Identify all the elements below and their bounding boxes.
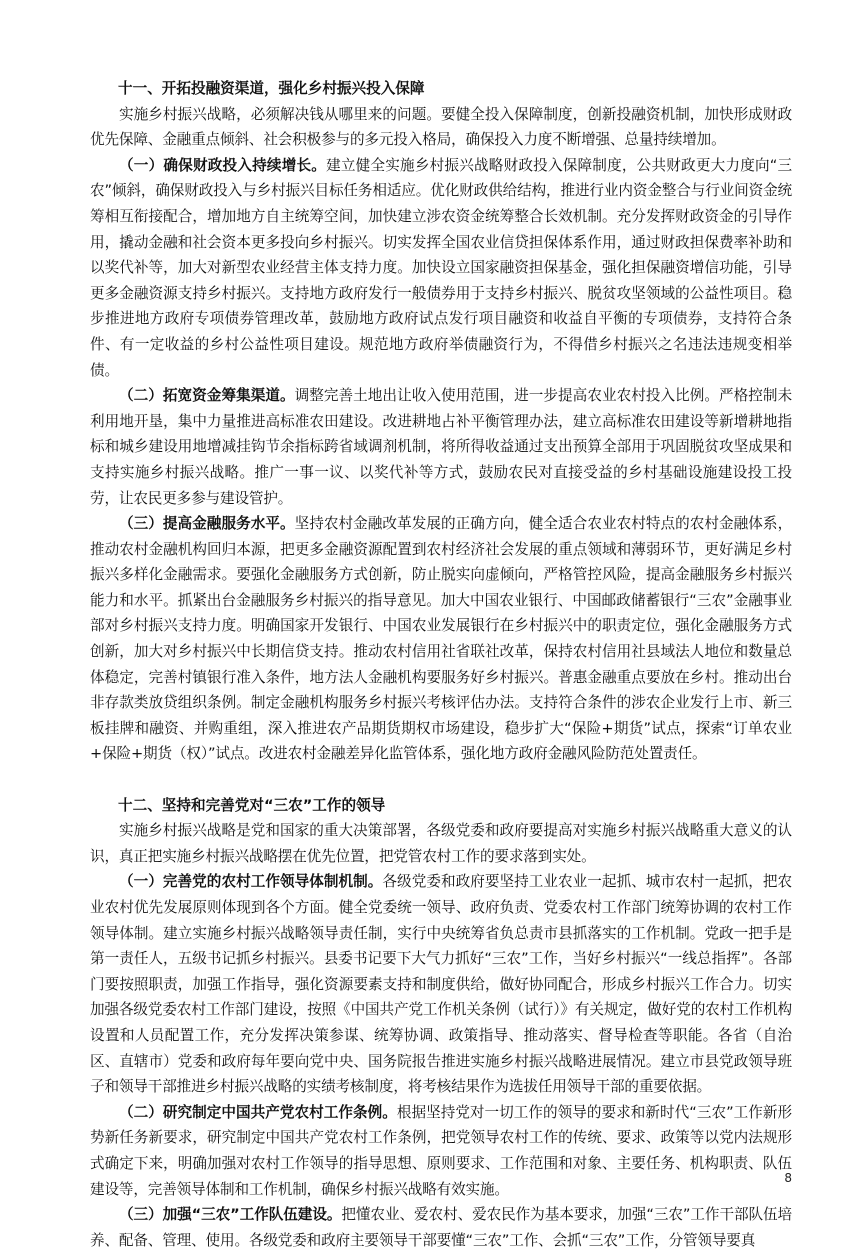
section-title: 十二、坚持和完善党对“三农”工作的领导 (118, 796, 386, 814)
section-title: 十一、开拓投融资渠道，强化乡村振兴投入保障 (118, 80, 425, 97)
paragraph (90, 153, 792, 383)
paragraph (90, 383, 792, 511)
section-intro: 实施乡村振兴战略，必须解决钱从哪里来的问题。要健全投入保障制度，创新投融资机制，加快形成财政优先保障、金融重点倾斜、社会积极参与的多元投入格局，确保投入力度不断增强、总量持续增加。 (90, 105, 792, 149)
paragraph-text: 把懂农业、爱农村、爱农民作为基本要求，加强“三农”工作干部队伍培养、配备、管理、使用。各级党委和政府主要领导干部要懂“三农”工作、会抓“三农”工作，分管领导要真 (90, 1206, 792, 1249)
paragraph-lead: （三）加强“三农”工作队伍建设。 (119, 1206, 342, 1224)
paragraph (90, 511, 792, 767)
paragraph (90, 1202, 792, 1253)
paragraph-text: 坚持农村金融改革发展的正确方向，健全适合农业农村特点的农村金融体系，推动农村金融机构回归本源，把更多金融资源配置到农村经济社会发展的重点领域和薄弱环节，更好满足乡村振兴多样化金融需求。要强化金融服务方式创新，防止脱实向虚倾向，严格管控风险，提高金融服务乡村振兴能力和水平。抓紧出台金融服务乡村振兴的指导意见。加大中国农业银行、中国邮政储蓄银行“三农”金融事业部对乡村振兴支持力度。明确国家开发银行、中国农业发展银行在乡村振兴中的职责定位，强化金融服务方式创新，加大对乡村振兴中长期信贷支持。推动农村信用社省联社改革，保持农村信用社县域法人地位和数量总体稳定，完善村镇银行准入条件，地方法人金融机构要服务好乡村振兴。普惠金融重点要放在乡村。推动出台非存款类放贷组织条例。制定金融机构服务乡村振兴考核评估办法。支持符合条件的涉农企业发行上市、新三板挂牌和融资、并购重组，深入推进农产品期货期权市场建设，稳步扩大“保险+期货”试点，探索“订单农业+保险+期货（权）”试点。改进农村金融差异化监管体系，强化地方政府金融风险防范处置责任。 (90, 515, 793, 763)
document-body (90, 76, 792, 1253)
paragraph (90, 869, 792, 1099)
paragraph-text: 调整完善土地出让收入使用范围，进一步提高农业农村投入比例。严格控制未利用地开垦，集中力量推进高标准农田建设。改进耕地占补平衡管理办法，建立高标准农田建设等新增耕地指标和城乡建设用地增减挂钩节余指标跨省域调剂机制，将所得收益通过支出预算全部用于巩固脱贫攻坚成果和支持实施乡村振兴战略。推广一事一议、以奖代补等方式，鼓励农民对直接受益的乡村基础设施建设投工投劳，让农民更多参与建设管护。 (90, 387, 793, 507)
page-number: 8 (784, 1171, 792, 1185)
section-intro: 实施乡村振兴战略是党和国家的重大决策部署，各级党委和政府要提高对实施乡村振兴战略重大意义的认识，真正把实施乡村振兴战略摆在优先位置，把党管农村工作的要求落到实处。 (90, 822, 792, 865)
paragraph-lead: （一）完善党的农村工作领导体制机制。 (119, 873, 383, 891)
paragraph-lead: （二）研究制定中国共产党农村工作条例。 (119, 1103, 397, 1121)
paragraph-text: 各级党委和政府要坚持工业农业一起抓、城市农村一起抓，把农业农村优先发展原则体现到各个方面。健全党委统一领导、政府负责、党委农村工作部门统筹协调的农村工作领导体制。建立实施乡村振兴战略领导责任制，实行中央统筹省负总责市县抓落实的工作机制。党政一把手是第一责任人，五级书记抓乡村振兴。县委书记要下大气力抓好“三农”工作，当好乡村振兴“一线总指挥”。各部门要按照职责，加强工作指导，强化资源要素支持和制度供给，做好协同配合，形成乡村振兴工作合力。切实加强各级党委农村工作部门建设，按照《中国共产党工作机关条例（试行）》有关规定，做好党的农村工作机构设置和人员配置工作，充分发挥决策参谋、统筹协调、政策指导、推动落实、督导检查等职能。各省（自治区、直辖市）党委和政府每年要向党中央、国务院报告推进实施乡村振兴战略进展情况。建立市县党政领导班子和领导干部推进乡村振兴战略的实绩考核制度，将考核结果作为选拔任用领导干部的重要依据。 (90, 873, 792, 1096)
section-spacer (90, 767, 792, 793)
paragraph-text: 根据坚持党对一切工作的领导的要求和新时代“三农”工作新形势新任务新要求，研究制定中国共产党农村工作条例，把党领导农村工作的传统、要求、政策等以党内法规形式确定下来，明确加强对农村工作领导的指导思想、原则要求、工作范围和对象、主要任务、机构职责、队伍建设等，完善领导体制和工作机制，确保乡村振兴战略有效实施。 (90, 1103, 792, 1198)
paragraph-lead: （一）确保财政投入持续增长。 (119, 156, 327, 174)
paragraph-text: 建立健全实施乡村振兴战略财政投入保障制度，公共财政更大力度向“三农”倾斜，确保财政投入与乡村振兴目标任务相适应。优化财政供给结构，推进行业内资金整合与行业间资金统筹相互衔接配合，增加地方自主统筹空间，加快建立涉农资金统筹整合长效机制。充分发挥财政资金的引导作用，撬动金融和社会资本更多投向乡村振兴。切实发挥全国农业信贷担保体系作用，通过财政担保费率补助和以奖代补等，加大对新型农业经营主体支持力度。加快设立国家融资担保基金，强化担保融资增信功能，引导更多金融资源支持乡村振兴。支持地方政府发行一般债券用于支持乡村振兴、脱贫攻坚领域的公益性项目。稳步推进地方政府专项债券管理改革，鼓励地方政府试点发行项目融资和收益自平衡的专项债券，支持符合条件、有一定收益的乡村公益性项目建设。规范地方政府举债融资行为，不得借乡村振兴之名违法违规变相举债。 (90, 156, 793, 379)
paragraph (90, 1100, 792, 1202)
paragraph-lead: （二）拓宽资金筹集渠道。 (119, 387, 295, 405)
paragraph-lead: （三）提高金融服务水平。 (119, 515, 295, 533)
